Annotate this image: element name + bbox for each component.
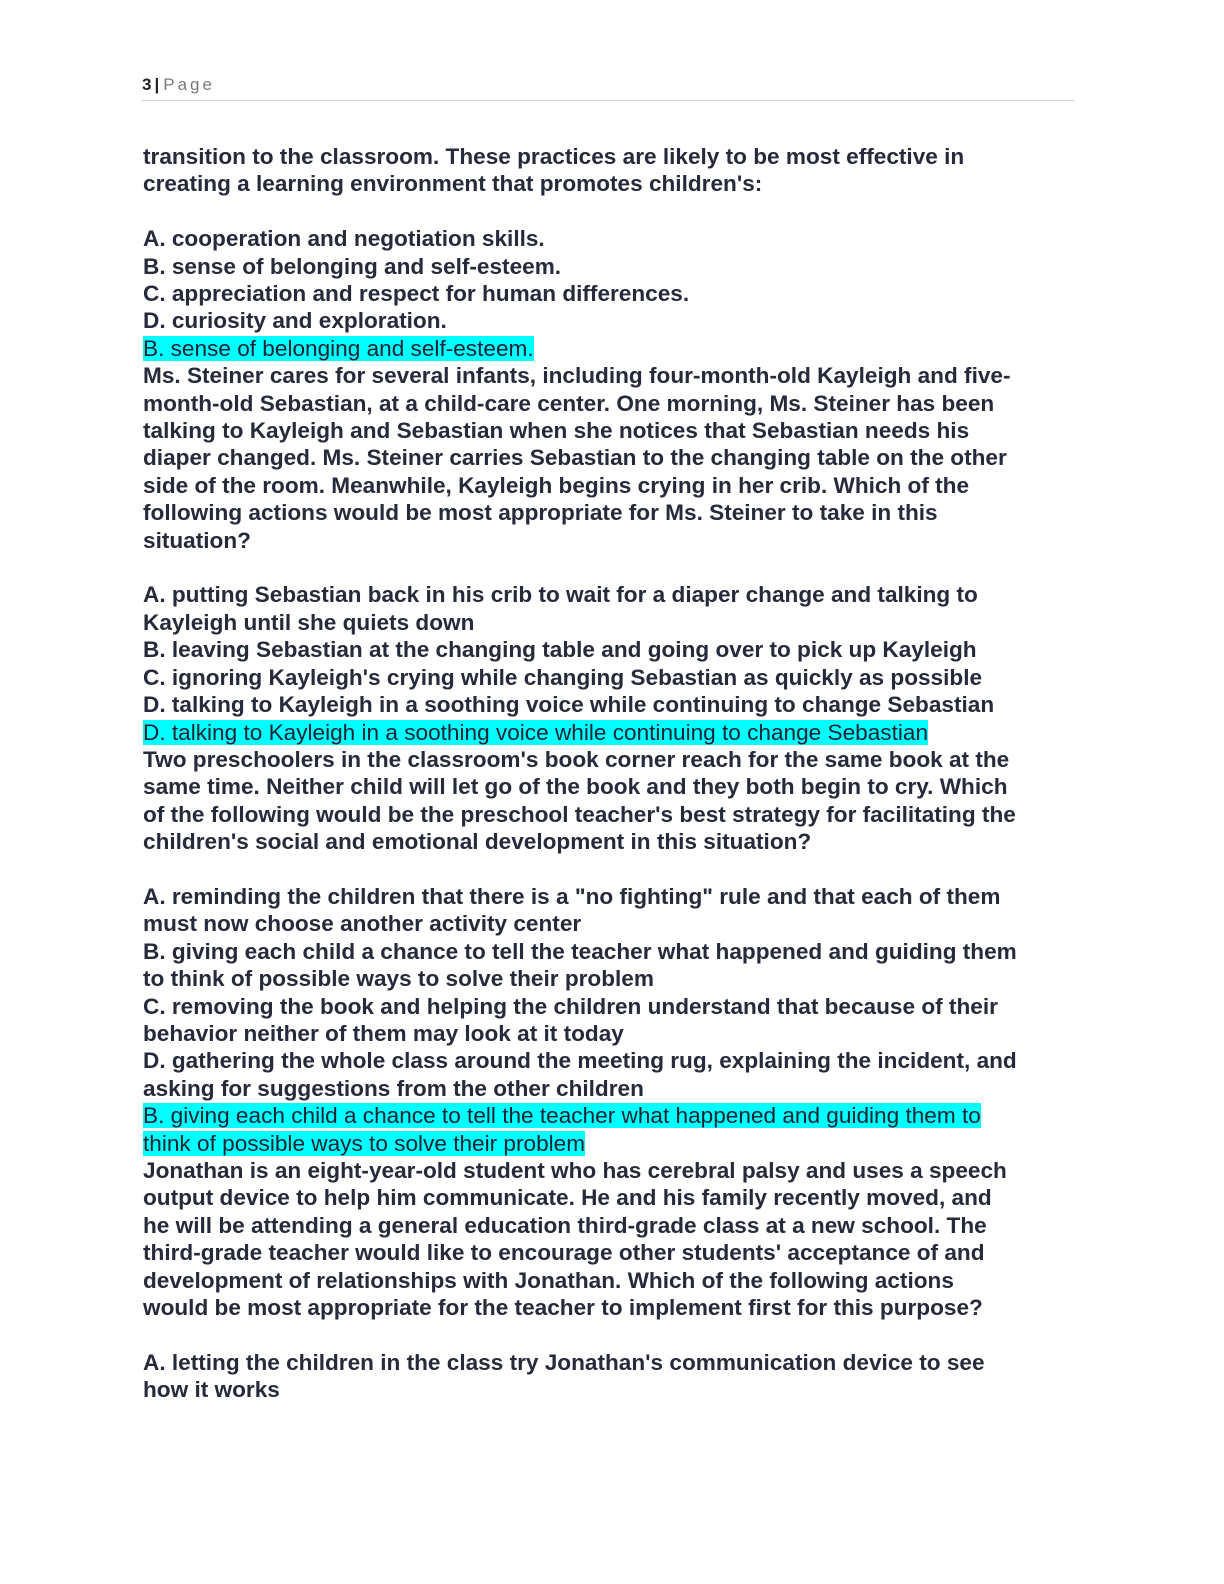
answer-highlight: B. sense of belonging and self-esteem. (143, 335, 534, 361)
spacer (143, 554, 1073, 581)
question-2-option-c: C. ignoring Kayleigh's crying while changing Sebastian as quickly as possible (143, 664, 983, 690)
question-1-option-a: A. cooperation and negotiation skills. (143, 226, 545, 252)
answer-highlight: B. giving each child a chance to tell the teacher what happened and guiding them to (143, 1103, 981, 1129)
question-3-option-b: B. giving each child a chance to tell the teacher what happened and guiding them to think of possible ways to solve their problem (143, 938, 1017, 992)
question-3-option-d: D. gathering the whole class around the meeting rug, explaining the incident, and asking for suggestions from the other children (143, 1048, 1017, 1101)
page-label: Page (163, 75, 215, 94)
header-separator: | (154, 75, 160, 94)
question-1-option-b: B. sense of belonging and self-esteem. (143, 253, 562, 279)
question-2-stem: Ms. Steiner cares for several infants, including four-month-old Kayleigh and five- month-old Sebastian, at a child-care center. One morning, Ms. Steiner has been talking to Kayleigh and Sebastian when she notices that Sebastian needs his diaper changed. Ms. Steiner carries Sebastian to the changing table on the other side of the room. Meanwhile, Kayleigh begins crying in her crib. Which of the following actions would be most appropriate for Ms. Steiner to take in this situation? (143, 363, 1011, 553)
question-1-option-d: D. curiosity and exploration. (143, 308, 447, 334)
question-2-option-d: D. talking to Kayleigh in a soothing voice while continuing to change Sebastian (143, 692, 995, 718)
question-3-option-a: A. reminding the children that there is a "no fighting" rule and that each of them must now choose another activity center (143, 883, 1001, 937)
question-2-answer (143, 719, 1073, 746)
spacer (143, 198, 1073, 225)
question-1-stem: transition to the classroom. These practices are likely to be most effective in creating a learning environment that promotes children's: (143, 144, 965, 197)
spacer (143, 1321, 1073, 1348)
question-1-option-c: C. appreciation and respect for human differences. (143, 281, 690, 307)
page-header (142, 74, 1074, 101)
document-body (143, 143, 1073, 1404)
question-4-option-a: A. letting the children in the class try Jonathan's communication device to see how it works (143, 1349, 985, 1403)
question-4-stem: Jonathan is an eight-year-old student who has cerebral palsy and uses a speech output device to help him communicate. He and his family recently moved, and he will be attending a general education third-grade class at a new school. The third-grade teacher would like to encourage other students' acceptance of and development of relationships with Jonathan. Which of the following actions would be most appropriate for the teacher to implement first for this purpose? (143, 1157, 1007, 1321)
page-number: 3 (142, 75, 152, 94)
question-3-answer-line-1 (143, 1102, 1073, 1129)
spacer (143, 856, 1073, 883)
answer-highlight: think of possible ways to solve their problem (143, 1130, 586, 1156)
question-3-option-c: C. removing the book and helping the children understand that because of their behavior neither of them may look at it today (143, 993, 998, 1046)
question-1-answer (143, 335, 1073, 362)
question-3-answer-line-2 (143, 1130, 1073, 1157)
question-2-option-a: A. putting Sebastian back in his crib to wait for a diaper change and talking to Kayleigh until she quiets down (143, 582, 978, 635)
question-2-option-b: B. leaving Sebastian at the changing table and going over to pick up Kayleigh (143, 637, 977, 663)
answer-highlight: D. talking to Kayleigh in a soothing voice while continuing to change Sebastian (143, 719, 929, 745)
question-3-stem: Two preschoolers in the classroom's book corner reach for the same book at the same time. Neither child will let go of the book and they both begin to cry. Which of the following would be the preschool teacher's best strategy for facilitating the children's social and emotional development in this situation? (143, 746, 1016, 855)
